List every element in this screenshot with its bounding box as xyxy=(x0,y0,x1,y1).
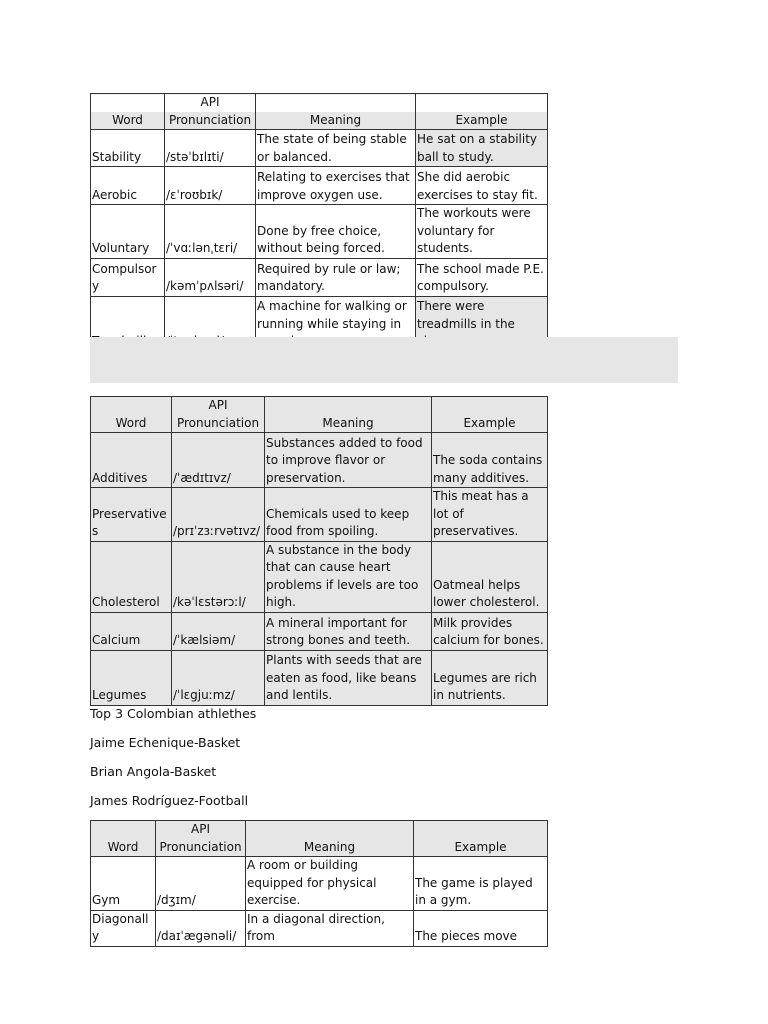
pronunciation-cell: /kəˈlɛstərɔːl/ xyxy=(172,541,265,612)
header-example: Example xyxy=(414,821,548,857)
header-word: Word xyxy=(91,821,156,857)
vocab-table-games xyxy=(90,820,548,947)
word-cell: Diagonally xyxy=(91,910,156,946)
table-row xyxy=(91,167,548,205)
pronunciation-cell: /dʒɪm/ xyxy=(156,857,246,911)
shaded-band xyxy=(90,337,678,383)
pronunciation-cell: /ɛˈroʊbɪk/ xyxy=(165,167,256,205)
pronunciation-cell: /daɪˈægənəli/ xyxy=(156,910,246,946)
table-row xyxy=(91,541,548,612)
meaning-cell: Required by rule or law; mandatory. xyxy=(256,258,416,296)
pronunciation-cell: /ˈvɑːlənˌtɛri/ xyxy=(165,205,256,259)
example-cell: She did aerobic exercises to stay fit. xyxy=(416,167,548,205)
example-cell: Milk provides calcium for bones. xyxy=(432,612,548,650)
header-pronunciation-text: API Pronunciation xyxy=(168,95,252,127)
header-example: Example xyxy=(416,94,548,130)
table-row xyxy=(91,433,548,488)
vocab-table-nutrition xyxy=(90,396,548,706)
list-item: Brian Angola-Basket xyxy=(90,764,217,779)
example-cell: Oatmeal helps lower cholesterol. xyxy=(432,541,548,612)
table-header-row xyxy=(91,397,548,433)
table-row xyxy=(91,205,548,259)
table-row xyxy=(91,488,548,542)
vocab-table-fitness xyxy=(90,93,548,352)
table-row xyxy=(91,612,548,650)
pronunciation-cell: /ˈlɛgjuːmz/ xyxy=(172,650,265,705)
word-cell: Voluntary xyxy=(91,205,165,259)
meaning-cell: The state of being stable or balanced. xyxy=(256,130,416,167)
meaning-cell: A machine for walking or running while staying in xyxy=(256,296,416,351)
header-meaning: Meaning xyxy=(246,821,414,857)
pronunciation-cell: /ˈkælsiəm/ xyxy=(172,612,265,650)
header-pronunciation-text: API Pronunciation xyxy=(176,398,260,430)
table-row xyxy=(91,857,548,911)
header-word: Word xyxy=(91,397,172,433)
meaning-cell: A mineral important for strong bones and teeth. xyxy=(265,612,432,650)
example-cell: The school made P.E. compulsory. xyxy=(416,258,548,296)
table-header-row xyxy=(91,94,548,130)
word-cell: Stability xyxy=(91,130,165,167)
list-item: Jaime Echenique-Basket xyxy=(90,735,241,750)
header-pronunciation xyxy=(165,94,256,130)
pronunciation-cell: /stəˈbɪlɪti/ xyxy=(165,130,256,167)
table-header-row xyxy=(91,821,548,857)
header-example: Example xyxy=(432,397,548,433)
pronunciation-cell: /prɪˈzɜːrvətɪvz/ xyxy=(172,488,265,542)
list-item: James Rodríguez-Football xyxy=(90,793,249,808)
table-row xyxy=(91,650,548,705)
meaning-cell: In a diagonal direction, from xyxy=(246,910,414,946)
pronunciation-cell: /kəmˈpʌlsəri/ xyxy=(165,258,256,296)
meaning-cell: Relating to exercises that improve oxygen use. xyxy=(256,167,416,205)
table-row xyxy=(91,258,548,296)
header-word: Word xyxy=(91,94,165,130)
athletes-list xyxy=(90,704,256,820)
example-cell: The workouts were voluntary for students. xyxy=(416,205,548,259)
header-pronunciation xyxy=(156,821,246,857)
pronunciation-cell: /ˈædɪtɪvz/ xyxy=(172,433,265,488)
table-row xyxy=(91,130,548,167)
example-cell: This meat has a lot of preservatives. xyxy=(432,488,548,542)
word-cell: Legumes xyxy=(91,650,172,705)
example-cell: Legumes are rich in nutrients. xyxy=(432,650,548,705)
word-cell: Compulsory xyxy=(91,258,165,296)
word-cell: Gym xyxy=(91,857,156,911)
header-meaning: Meaning xyxy=(265,397,432,433)
example-cell: The game is played in a gym. xyxy=(414,857,548,911)
example-cell: There were treadmills in the xyxy=(416,296,548,351)
example-cell: He sat on a stability ball to study. xyxy=(416,130,548,167)
meaning-cell: Chemicals used to keep food from spoiling. xyxy=(265,488,432,542)
meaning-cell: A room or building equipped for physical exercise. xyxy=(246,857,414,911)
athletes-title: Top 3 Colombian athlethes xyxy=(90,706,257,721)
word-cell: Calcium xyxy=(91,612,172,650)
word-cell: Aerobic xyxy=(91,167,165,205)
word-cell: Additives xyxy=(91,433,172,488)
word-cell: Preservatives xyxy=(91,488,172,542)
header-pronunciation xyxy=(172,397,265,433)
header-pronunciation-text: API Pronunciation xyxy=(159,822,242,854)
table-row xyxy=(91,910,548,946)
example-cell: The pieces move xyxy=(414,910,548,946)
meaning-cell: Done by free choice, without being forced. xyxy=(256,205,416,259)
meaning-cell: Substances added to food to improve flavor or preservation. xyxy=(265,433,432,488)
word-cell: Cholesterol xyxy=(91,541,172,612)
example-cell: The soda contains many additives. xyxy=(432,433,548,488)
meaning-cell: Plants with seeds that are eaten as food, like beans and lentils. xyxy=(265,650,432,705)
header-meaning: Meaning xyxy=(256,94,416,130)
meaning-cell: A substance in the body that can cause heart problems if levels are too high. xyxy=(265,541,432,612)
